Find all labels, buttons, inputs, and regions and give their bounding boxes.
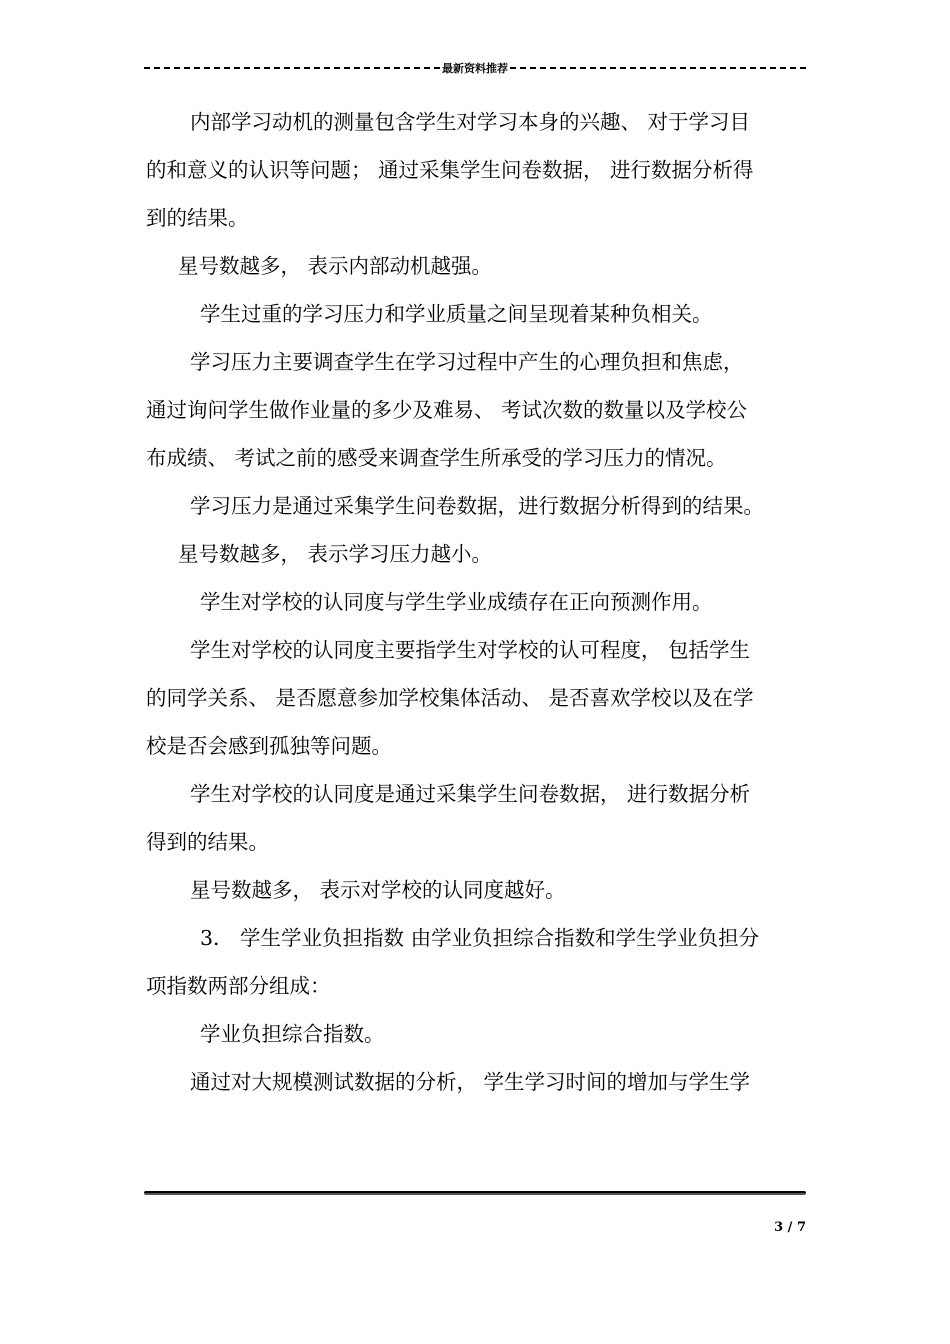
header-dash-right bbox=[510, 67, 806, 69]
text-line: 通过询问学生做作业量的多少及难易、 考试次数的数量以及学校公 bbox=[146, 398, 748, 422]
text-line: 校是否会感到孤独等问题。 bbox=[146, 734, 392, 758]
page-number: 3 / 7 bbox=[774, 1220, 806, 1235]
text-line: 学生对学校的认同度主要指学生对学校的认可程度， 包括学生 bbox=[190, 638, 751, 662]
text-line: 学生对学校的认同度与学生学业成绩存在正向预测作用。 bbox=[200, 590, 713, 614]
page-header bbox=[144, 58, 806, 78]
text-line: 星号数越多， 表示内部动机越强。 bbox=[178, 254, 493, 278]
text-line: 到的结果。 bbox=[146, 206, 249, 230]
text-line: 内部学习动机的测量包含学生对学习本身的兴趣、 对于学习目 bbox=[190, 110, 751, 134]
text-line: 的和意义的认识等问题； 通过采集学生问卷数据， 进行数据分析得 bbox=[146, 158, 754, 182]
text-line: 的同学关系、 是否愿意参加学校集体活动、 是否喜欢学校以及在学 bbox=[146, 686, 754, 710]
text-line: 学习压力是通过采集学生问卷数据，进行数据分析得到的结果。 bbox=[190, 494, 764, 518]
footer-rule bbox=[144, 1191, 806, 1195]
text-line: 通过对大规模测试数据的分析， 学生学习时间的增加与学生学 bbox=[190, 1070, 751, 1094]
text-line: 学生过重的学习压力和学业质量之间呈现着某种负相关。 bbox=[200, 302, 713, 326]
text-line: 学业负担综合指数。 bbox=[200, 1022, 385, 1046]
text-line: 项指数两部分组成： bbox=[146, 974, 331, 998]
text-line: 得到的结果。 bbox=[146, 830, 269, 854]
header-dash-left bbox=[144, 67, 440, 69]
text-line: 3． 学生学业负担指数 由学业负担综合指数和学生学业负担分 bbox=[200, 926, 760, 950]
text-line: 学生对学校的认同度是通过采集学生问卷数据， 进行数据分析 bbox=[190, 782, 751, 806]
text-line: 星号数越多， 表示对学校的认同度越好。 bbox=[190, 878, 566, 902]
text-line: 星号数越多， 表示学习压力越小。 bbox=[178, 542, 493, 566]
text-line: 学习压力主要调查学生在学习过程中产生的心理负担和焦虑， bbox=[190, 350, 744, 374]
document-body bbox=[146, 98, 808, 1106]
header-title: 最新资料推荐 bbox=[442, 62, 508, 75]
text-line: 布成绩、 考试之前的感受来调查学生所承受的学习压力的情况。 bbox=[146, 446, 727, 470]
